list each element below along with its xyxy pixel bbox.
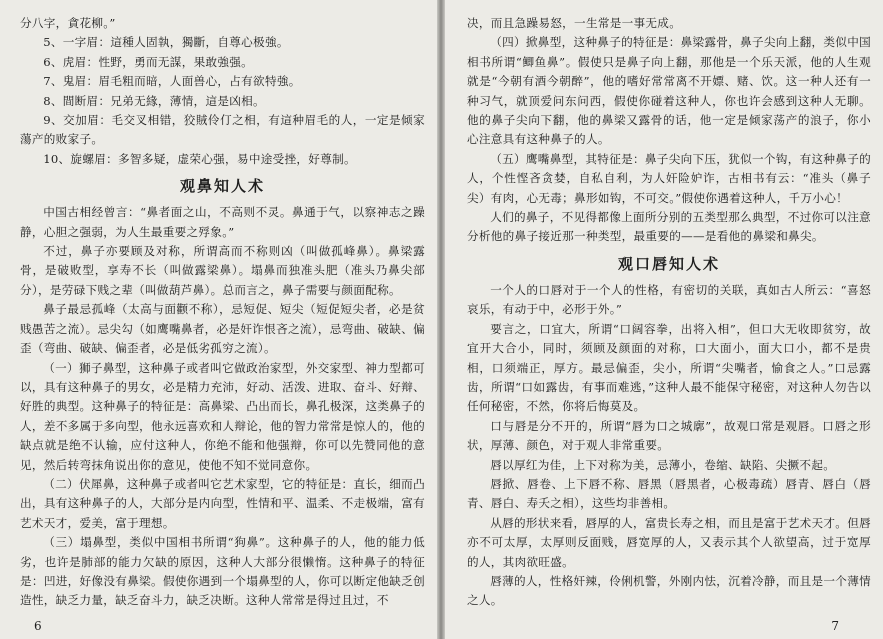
right-paragraph-8: 唇掀、唇卷、上下唇不称、唇黑（唇黑者，心极毒疏）唇青、唇白（唇青、唇白、寿夭之相），这些均非善相。: [467, 476, 871, 511]
right-paragraph-9: 从唇的形状来看，唇厚的人，富贵长寿之相，而且是富于艺术天才。但唇亦不可太厚，太厚则反面贱，唇宽厚的人，又表示其个人欲望高，过于宽厚的人，其肉欲旺盛。: [467, 515, 871, 569]
section-heading-mouth: 观口唇知人术: [617, 254, 720, 273]
right-paragraph-6: 口与唇是分不开的，所谓“唇为口之城廓”，故观口常是观唇。口唇之形状，厚薄、颜色，对于观人非常重要。: [467, 418, 871, 453]
right-paragraph-3: 人们的鼻子，不见得都像上面所分别的五类型那么典型，不过你可以注意分析他的鼻子接近那一种类型，最重要的——是看他的鼻梁和鼻尖。: [467, 210, 871, 244]
left-line-1: 分八字，貪花柳。”: [20, 16, 116, 30]
left-paragraph-5: （二）伏犀鼻，这种鼻子或者叫它艺术家型，它的特征是：直长，细而凸出，具有这种鼻子的人，大部分是内向型，性情和平、温柔、不走极端，富有艺术天才，爱美，富于理想。: [20, 476, 425, 530]
right-paragraph-10: 唇薄的人，性格奸辣，伶俐机警，外刚内怯，沉着冷静，而且是一个薄情之人。: [467, 573, 871, 608]
right-paragraph-4: 一个人的口唇对于一个人的性格，有密切的关联，真如古人所云：“喜怒哀乐，有动于中，必形于外。”: [467, 282, 871, 317]
left-paragraph-3: 鼻子最忌孤峰（太高与面颧不称），忌短促、短尖（短促短尖者，必是贫贱愚苦之流）。忌尖勾（如鹰嘴鼻者，必是奸诈恨吝之流），忌弯曲、破缺、偏歪（弯曲、破缺、偏歪者，必是低劣孤穷之流）。: [20, 302, 425, 356]
left-line-5: 8、間断眉：兄弟无緣，薄情，這是凶相。: [43, 93, 265, 108]
left-paragraph-2: 不过，鼻子亦要顾及对称，所谓高而不称则凶（叫做孤峰鼻）。鼻梁露骨，是破败型，享寿不长（叫做露梁鼻）。塌鼻而独准头肥（准头乃鼻尖部分），是劳碌下贱之辈（叫做葫芦鼻）。总而言之，鼻子需要与颜面配称。: [20, 244, 425, 297]
left-line-2: 5、一字眉：這種人固執，獨斷，自尊心极強。: [43, 35, 289, 50]
book-gutter: [437, 0, 445, 639]
right-page: [445, 0, 883, 639]
left-line-4: 7、鬼眉：眉毛粗而暗，人面兽心，占有欲特強。: [43, 74, 301, 89]
page-number-right: 7: [831, 619, 839, 633]
section-heading-nose: 观鼻知人术: [179, 177, 265, 196]
right-paragraph-1: （四）掀鼻型，这种鼻子的特征是：鼻梁露骨，鼻子尖向上翻，类似中国相书所谓“鲫鱼鼻”。假使只是鼻子向上翻，那他是一个乐天派，他的人生观就是“今朝有酒今朝醉”，他的嗜好常常离不开嫖、赌、饮。这一种人还有一种习气，就顶爱问东问西，假使你碰着这种人，你也许会感到这种人无聊。他的鼻子尖向下翻，他的鼻梁又露骨的话，他一定是倾家荡产的浪子，你小心注意具有这种鼻子的人。: [467, 35, 871, 147]
left-paragraph-4: （一）狮子鼻型，这种鼻子或者叫它做政治家型，外交家型、神力型都可以，具有这种鼻子的男女，必是精力充沛，好动、活泼、进取、奋斗、好辩、好胜的典型。这种鼻子的特征是：高鼻梁、凸出而长，鼻孔极深，这类鼻子的人，差不多属于多向型，他永远喜欢和人辩论，他的智力常常是惊人的，他的缺点就是绝不认输，应付这种人，你绝不能和他强辩，你可以先赞同他的意见，然后转弯抹角说出你的意见，使他不知不觉同意你。: [20, 360, 425, 472]
right-paragraph-5: 要言之，口宜大，所谓“口阔容拳，出将入相”，但口大无收即贫穷，故宜开大合小，同时，须顾及颜面的对称，口大面小，面大口小，都不是贵相，口须端正，厚方。最忌偏歪，尖小，所谓“尖嘴者，愉食之人。”口忌露齿，所谓“口如露齿，有事而难逃，”这种人最不能保守秘密，对这种人勿告以任何秘密，不然，你将后悔莫及。: [467, 321, 871, 414]
left-line-3: 6、虎眉：性野，勇而无謀，果敢強强。: [43, 54, 254, 69]
page-number-left: 6: [34, 619, 42, 633]
left-paragraph-6: （三）塌鼻型，类似中国相书所谓“狗鼻”。这种鼻子的人，他的能力低劣，也许是肺部的能力欠缺的原因，这种人大部分很懒惰。这种鼻子的特征是：凹进，好像没有鼻梁。假使你遇到一个塌鼻型的人，你可以断定他缺乏创造性，缺乏力量，缺乏奋斗力，缺乏决断。这种人常常是得过且过，不: [20, 535, 425, 608]
left-page: [0, 0, 437, 639]
right-paragraph-7: 唇以厚红为佳，上下对称为美，忌薄小，卷缩、缺陷、尖撅不起。: [490, 457, 836, 472]
left-line-6: 9、交加眉：毛交叉相错，狡賊伶仃之相，有這种眉毛的人，一定是倾家蕩产的败家子。: [20, 113, 425, 147]
left-paragraph-1: 中国古相经曾言：“鼻者面之山，不高则不灵。鼻通于气，以察神志之躁静，心胆之强弱，为人生最重要之殍象。”: [20, 205, 425, 239]
left-line-7: 10、旋螺眉：多智多疑，虚荣心强，易中途受挫，好尊制。: [43, 151, 356, 166]
right-line-1: 决，而且急躁易怒，一生常是一事无成。: [467, 16, 682, 30]
right-paragraph-2: （五）鹰嘴鼻型，其特征是：鼻子尖向下压，犹似一个钩，有这种鼻子的人，个性悭吝贪婪，自私自利，为人奸险妒诈，古相书有云：“准头（鼻子尖）有肉，心无毒；鼻形如钩，不可交。”假使你遇着这种人，千万小心！: [467, 151, 871, 205]
